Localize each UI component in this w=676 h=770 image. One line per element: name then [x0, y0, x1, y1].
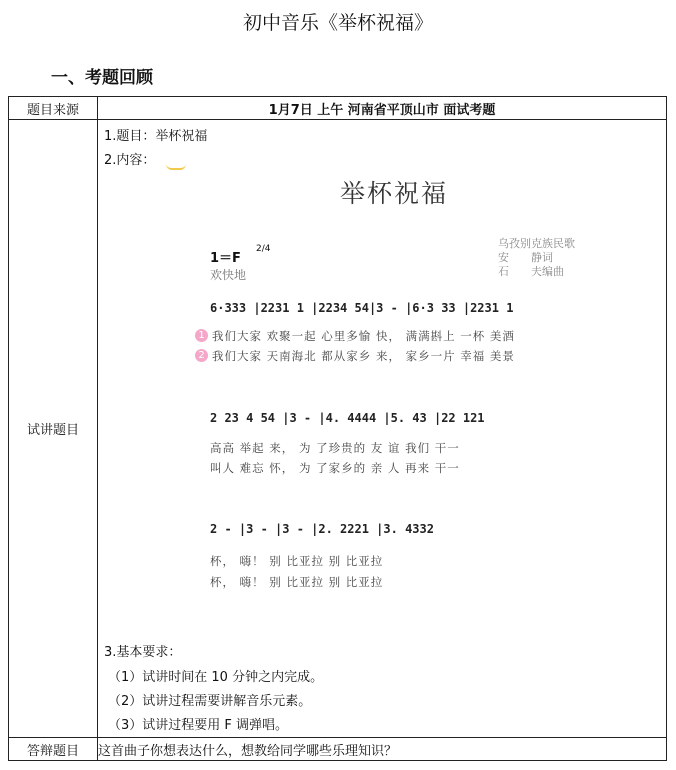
tempo-marking: 欢快地 — [210, 268, 247, 282]
lecture-content — [98, 120, 667, 738]
lecture-label: 试讲题目 — [9, 120, 98, 738]
lyric-line-2b: 叫人 难忘 怀， 为 了家乡的 亲 人 再来 干一 — [210, 461, 460, 475]
credit-line-3: 石 夫编曲 — [498, 265, 564, 278]
lyric-line-3b: 杯， 嗨！ 别 比亚拉 别 比亚拉 — [210, 575, 384, 589]
source-label: 题目来源 — [9, 97, 98, 120]
page-title: 初中音乐《举杯祝福》 — [242, 12, 433, 34]
credit-line-1: 乌孜别克族民歌 — [498, 237, 575, 250]
lyric-line-2a: 高高 举起 来， 为 了珍贵的 友 谊 我们 干一 — [210, 441, 460, 455]
table-row-lecture — [9, 120, 667, 738]
score-title: 举杯祝福 — [340, 179, 449, 208]
notation-line-1: 6·333 |2231 1 |2234 54|3 - |6·3 33 |2231 1 — [210, 301, 514, 315]
defense-label: 答辩题目 — [9, 738, 98, 761]
requirement-3: （3）试讲过程要用 F 调弹唱。 — [108, 718, 289, 733]
requirement-1: （1）试讲时间在 10 分钟之内完成。 — [108, 670, 324, 685]
time-signature: 2/4 — [256, 244, 271, 254]
notation-line-2: 2 23 4 54 |3 - |4. 4444 |5. 43 |22 121 — [210, 411, 485, 425]
section-heading: 一、考题回顾 — [51, 68, 153, 88]
item-content-label: 2.内容： — [104, 153, 156, 168]
verse-2-badge: 2 — [195, 349, 208, 362]
lyric-line-3a: 杯， 嗨！ 别 比亚拉 别 比亚拉 — [210, 554, 384, 568]
highlight-mark — [166, 164, 186, 170]
requirements-heading: 3.基本要求： — [104, 645, 182, 660]
table-row-defense — [9, 738, 667, 761]
item-topic: 1.题目：举杯祝福 — [104, 129, 208, 144]
table-row-source — [9, 97, 667, 120]
requirement-2: （2）试讲过程需要讲解音乐元素。 — [108, 694, 312, 709]
verse-1-badge: 1 — [195, 329, 208, 342]
source-value: 1月7日 上午 河南省平顶山市 面试考题 — [98, 97, 667, 120]
exam-table — [8, 96, 667, 761]
defense-question: 这首曲子你想表达什么，想教给同学哪些乐理知识？ — [98, 738, 667, 761]
key-signature: 1＝F — [210, 251, 241, 266]
lyric-line-1b: 我们大家 天南海北 都从家乡 来， 家乡一片 幸福 美景 — [212, 349, 515, 363]
lyric-line-1a: 我们大家 欢聚一起 心里多愉 快， 满满斟上 一杯 美酒 — [212, 329, 515, 343]
credit-line-2: 安 静词 — [498, 251, 553, 264]
notation-line-3: 2 - |3 - |3 - |2. 2221 |3. 4332 — [210, 522, 434, 536]
